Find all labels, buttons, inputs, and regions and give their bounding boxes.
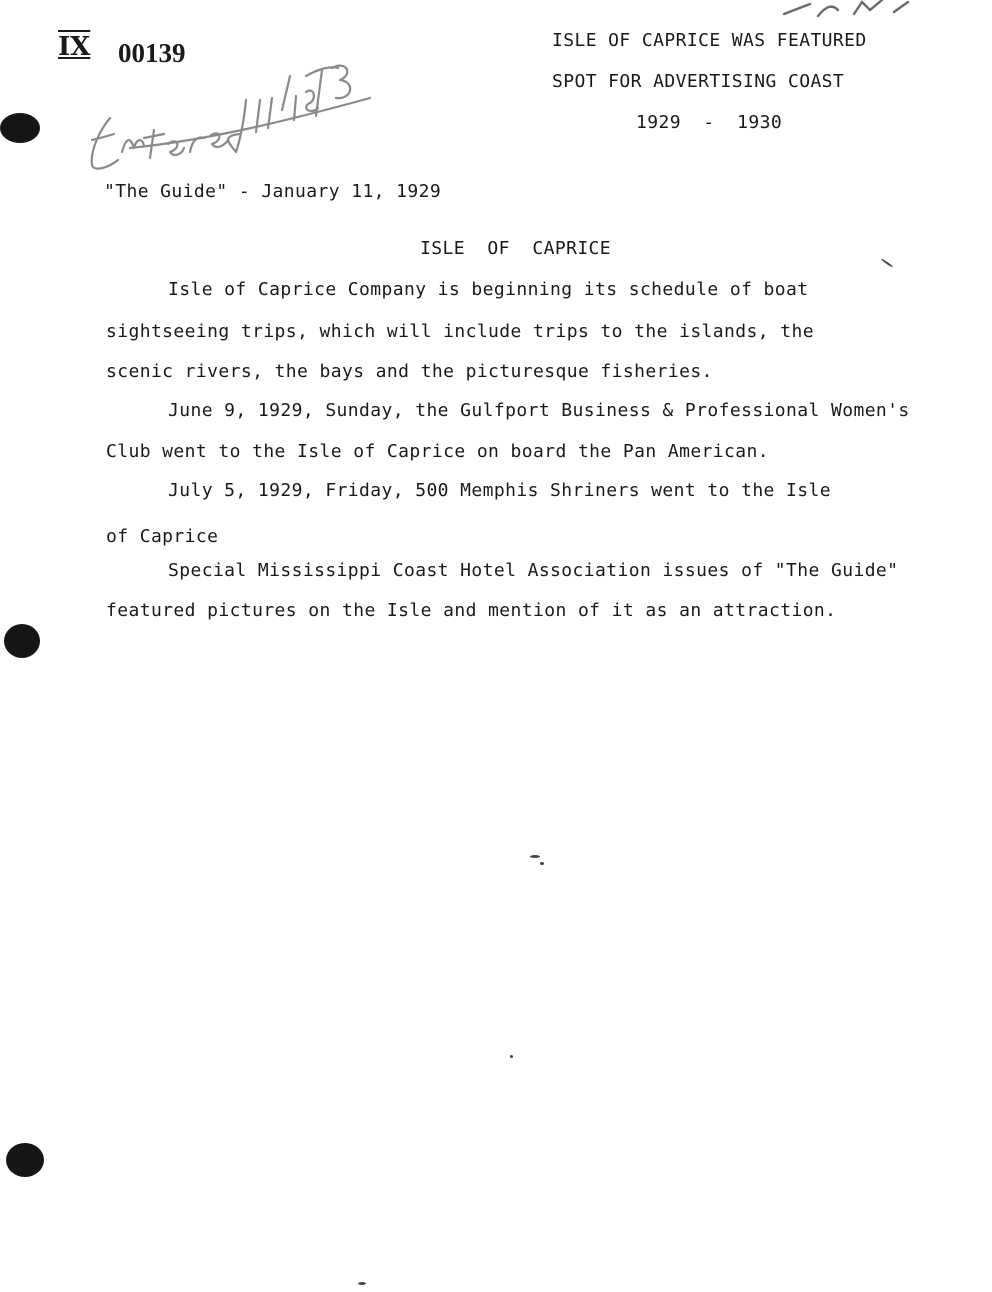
document-number: 00139	[118, 38, 186, 68]
paragraph-3-line-2: of Caprice	[106, 526, 219, 547]
paragraph-2-line-2: Club went to the Isle of Caprice on board the Pan American.	[106, 441, 769, 462]
paragraph-1-line-1: Isle of Caprice Company is beginning its schedule of boat	[168, 279, 809, 300]
section-title: ISLE OF CAPRICE	[420, 238, 612, 259]
speck	[530, 855, 540, 858]
paragraph-4-line-1: Special Mississippi Coast Hotel Association issues of "The Guide"	[168, 560, 899, 581]
paragraph-3-line-1: July 5, 1929, Friday, 500 Memphis Shriners went to the Isle	[168, 480, 831, 501]
speck	[540, 862, 544, 865]
speck	[510, 1055, 513, 1058]
handwritten-entry-note	[70, 40, 390, 180]
punch-hole-bottom	[6, 1143, 44, 1177]
paragraph-1-line-2: sightseeing trips, which will include trips to the islands, the	[106, 321, 814, 342]
header-title-line-1: ISLE OF CAPRICE WAS FEATURED	[552, 30, 867, 51]
paragraph-2-line-1: June 9, 1929, Sunday, the Gulfport Business & Professional Women's	[168, 400, 910, 421]
punch-hole-middle	[4, 624, 40, 658]
punch-hole-top	[0, 113, 40, 143]
speck	[881, 258, 894, 268]
header-title-line-2: SPOT FOR ADVERTISING COAST	[552, 71, 845, 92]
roman-numeral: IX	[58, 32, 91, 62]
paragraph-4-line-2: featured pictures on the Isle and mention of it as an attraction.	[106, 600, 837, 621]
corner-handwritten-mark	[770, 0, 920, 30]
header-title-line-3: 1929 - 1930	[636, 112, 783, 133]
paragraph-1-line-3: scenic rivers, the bays and the picturesque fisheries.	[106, 361, 713, 382]
speck	[358, 1282, 366, 1285]
source-line: "The Guide" - January 11, 1929	[104, 181, 442, 202]
